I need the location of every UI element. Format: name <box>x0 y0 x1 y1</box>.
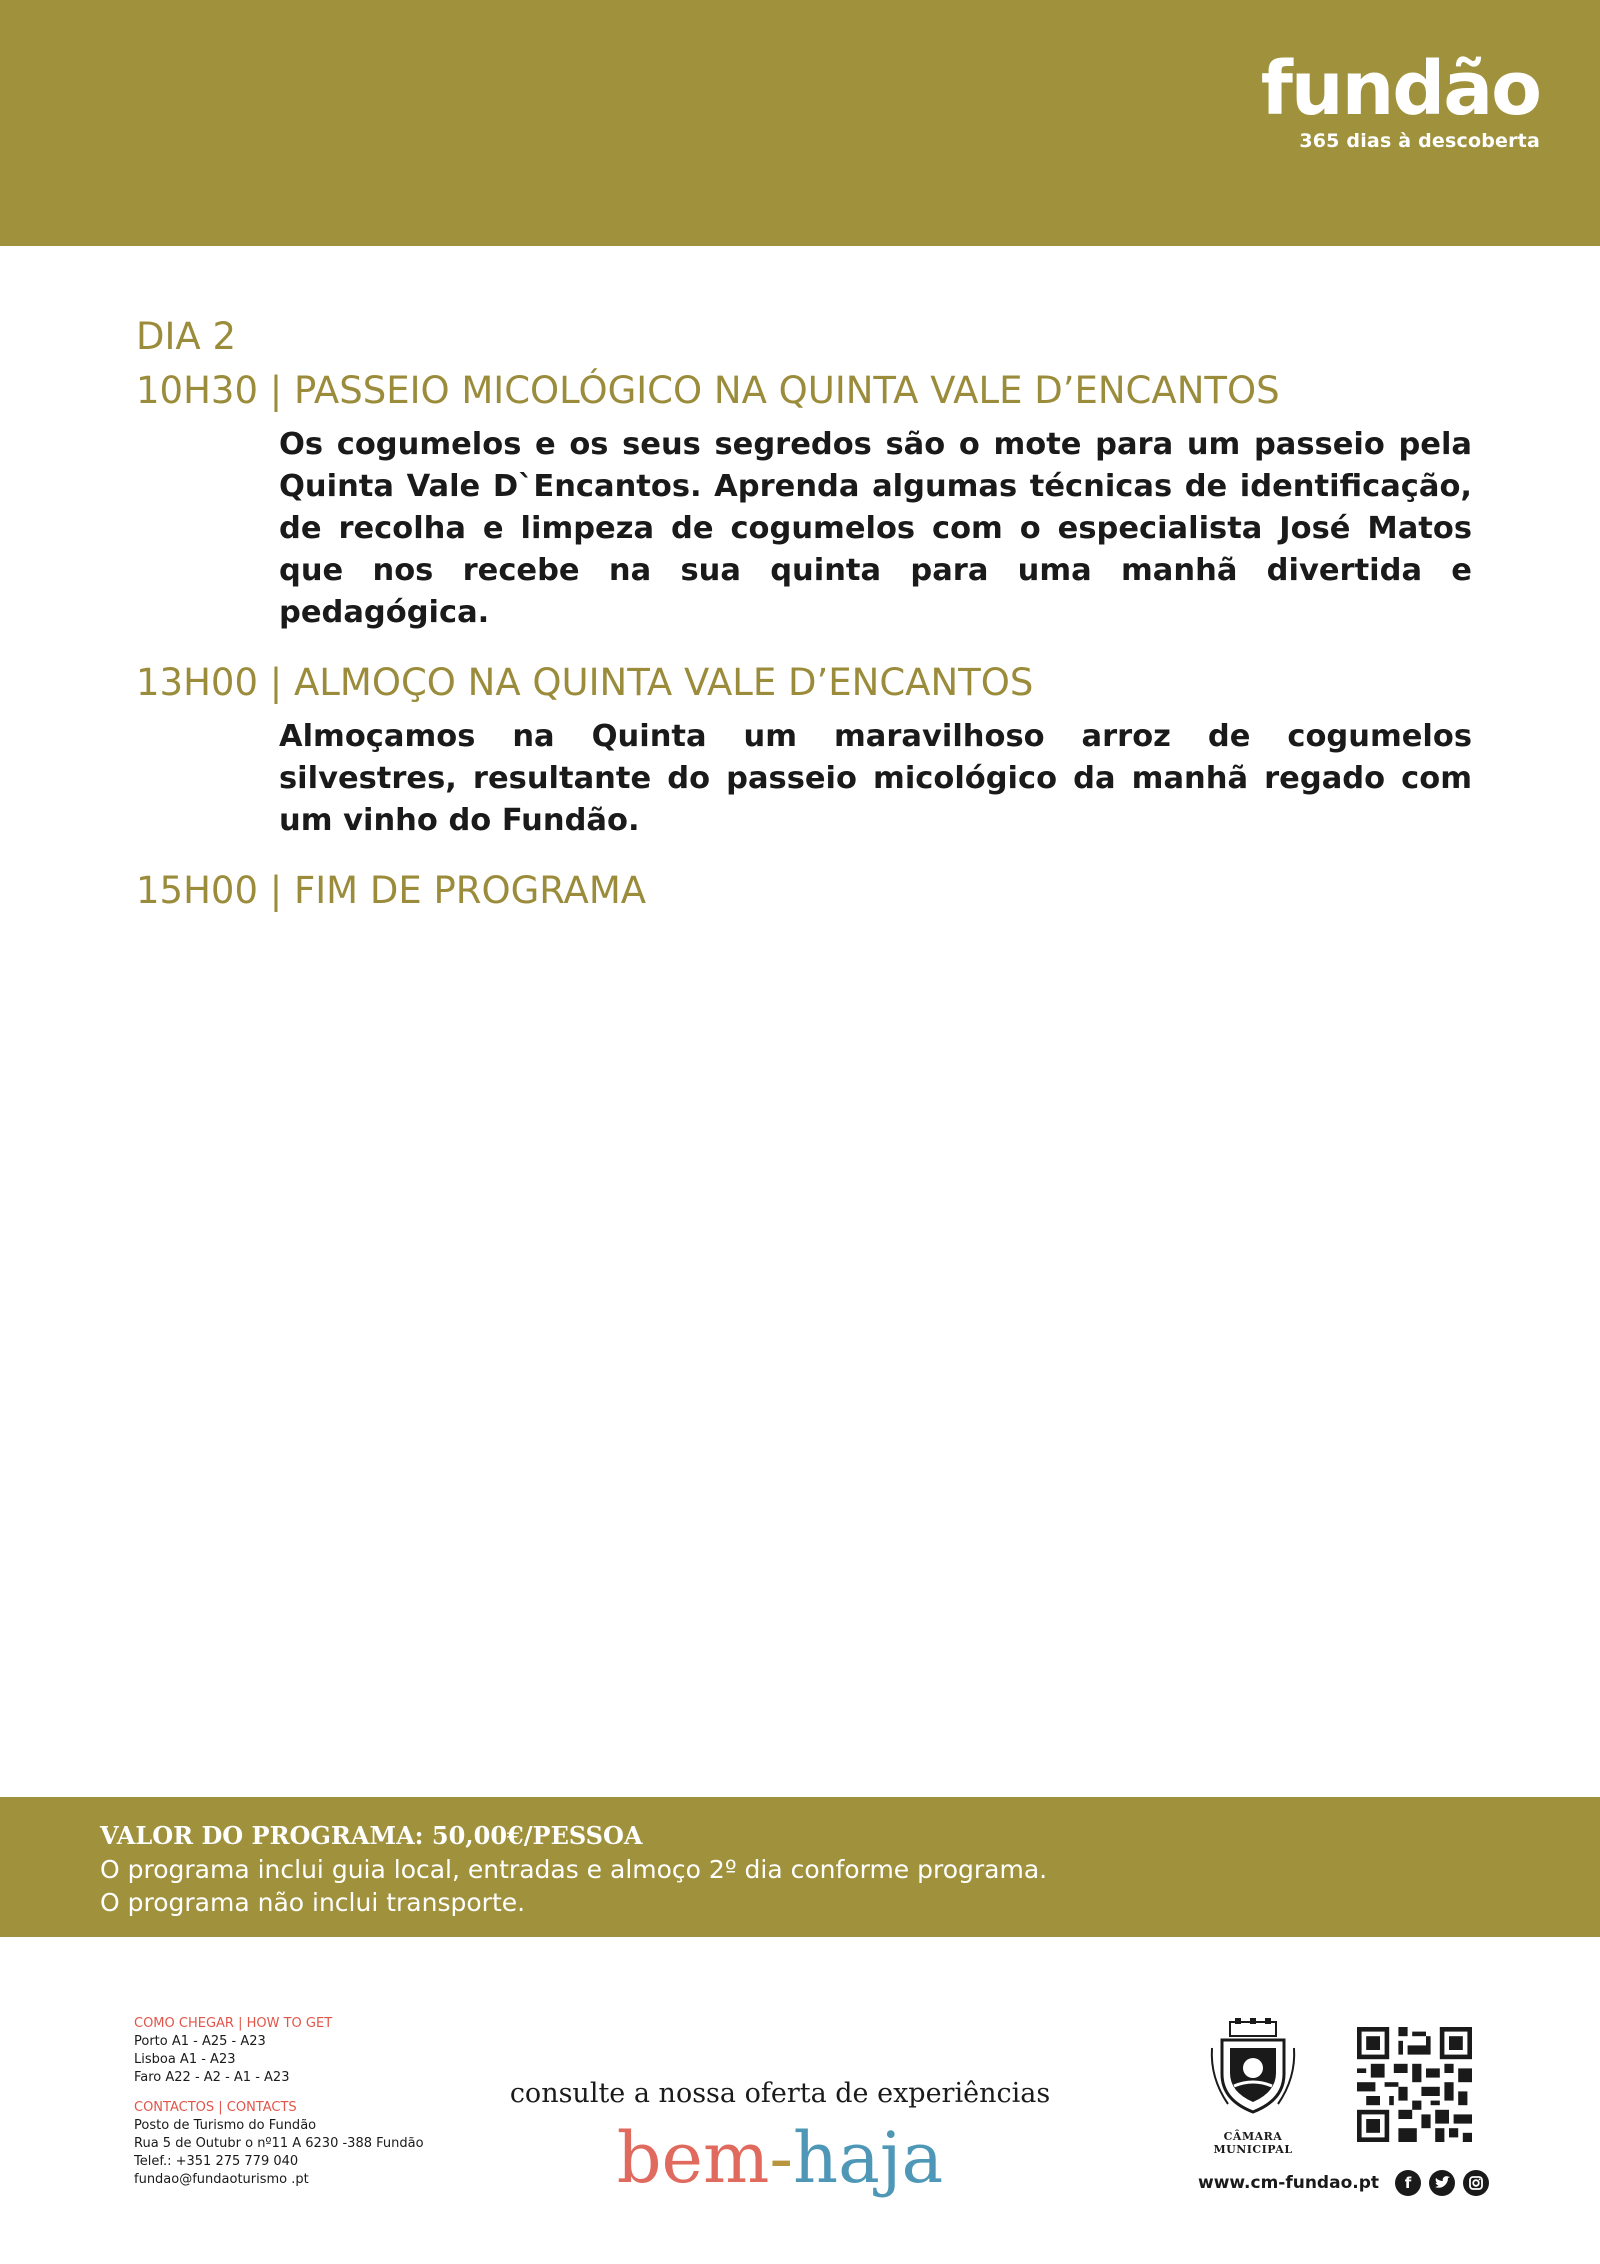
route-line: Lisboa A1 - A23 <box>134 2052 236 2067</box>
crest-label: CÂMARA MUNICIPAL <box>1213 2130 1293 2156</box>
item-heading-3: 15H00 | FIM DE PROGRAMA <box>136 869 647 912</box>
contact-line: Rua 5 de Outubr o nº11 A 6230 -388 Fundão <box>134 2136 424 2151</box>
experiences-promo <box>500 2078 1060 2201</box>
brand-tagline: 365 dias à descoberta <box>1299 130 1540 152</box>
contacts-label: CONTACTOS | CONTACTS <box>134 2100 297 2115</box>
header-band <box>0 0 1600 246</box>
contact-line: Posto de Turismo do Fundão <box>134 2118 317 2133</box>
item-description-2: Almoçamos na Quinta um maravilhoso arroz de cogumelos silvestres, resultante do passeio micológico da manhã regado com um vinho do Fundão. <box>279 719 1472 838</box>
promo-text: consulte a nossa oferta de experiências <box>509 2078 1051 2109</box>
facebook-icon[interactable]: f <box>1395 2170 1421 2196</box>
route-line: Porto A1 - A25 - A23 <box>134 2034 266 2049</box>
website-link[interactable]: www.cm-fundao.pt <box>1198 2173 1380 2193</box>
price-title: VALOR DO PROGRAMA: 50,00€/PESSOA <box>100 1821 643 1850</box>
how-to-get-label: COMO CHEGAR | HOW TO GET <box>134 2016 333 2031</box>
price-excludes: O programa não inclui transporte. <box>100 1888 526 1917</box>
twitter-icon[interactable] <box>1429 2170 1455 2196</box>
haja-word: haja <box>793 2117 944 2199</box>
price-includes: O programa inclui guia local, entradas e almoço 2º dia conforme programa. <box>100 1855 1048 1884</box>
program-content <box>136 310 1472 918</box>
municipal-crest <box>1198 2018 1308 2156</box>
item-heading-1: 10H30 | PASSEIO MICOLÓGICO NA QUINTA VALE D’ENCANTOS <box>136 369 1280 412</box>
bem-haja-dash: - <box>769 2117 793 2199</box>
item-heading-2: 13H00 | ALMOÇO NA QUINTA VALE D’ENCANTOS <box>136 661 1034 704</box>
route-line: Faro A22 - A2 - A1 - A23 <box>134 2070 290 2085</box>
fundao-logo <box>1260 46 1540 152</box>
day-heading: DIA 2 <box>136 315 237 358</box>
crest-icon <box>1208 2018 1298 2118</box>
bem-word: bem <box>616 2117 770 2199</box>
instagram-icon[interactable] <box>1463 2170 1489 2196</box>
footer-info <box>134 2015 424 2201</box>
contact-email[interactable]: fundao@fundaoturismo .pt <box>134 2172 309 2187</box>
website-row <box>1198 2170 1489 2196</box>
item-description-1: Os cogumelos e os seus segredos são o mote para um passeio pela Quinta Vale D`Encantos. Aprenda algumas técnicas de identificação, de recolha e limpeza de cogumelos com o especialista José Matos que nos recebe na sua quinta para uma manhã divertida e pedagógica. <box>279 427 1472 630</box>
brand-name: fundão <box>1260 46 1540 132</box>
bem-haja-logo <box>500 2115 1060 2201</box>
contact-line: Telef.: +351 275 779 040 <box>134 2154 299 2169</box>
qr-code-icon[interactable] <box>1357 2027 1472 2142</box>
price-band <box>0 1797 1600 1937</box>
